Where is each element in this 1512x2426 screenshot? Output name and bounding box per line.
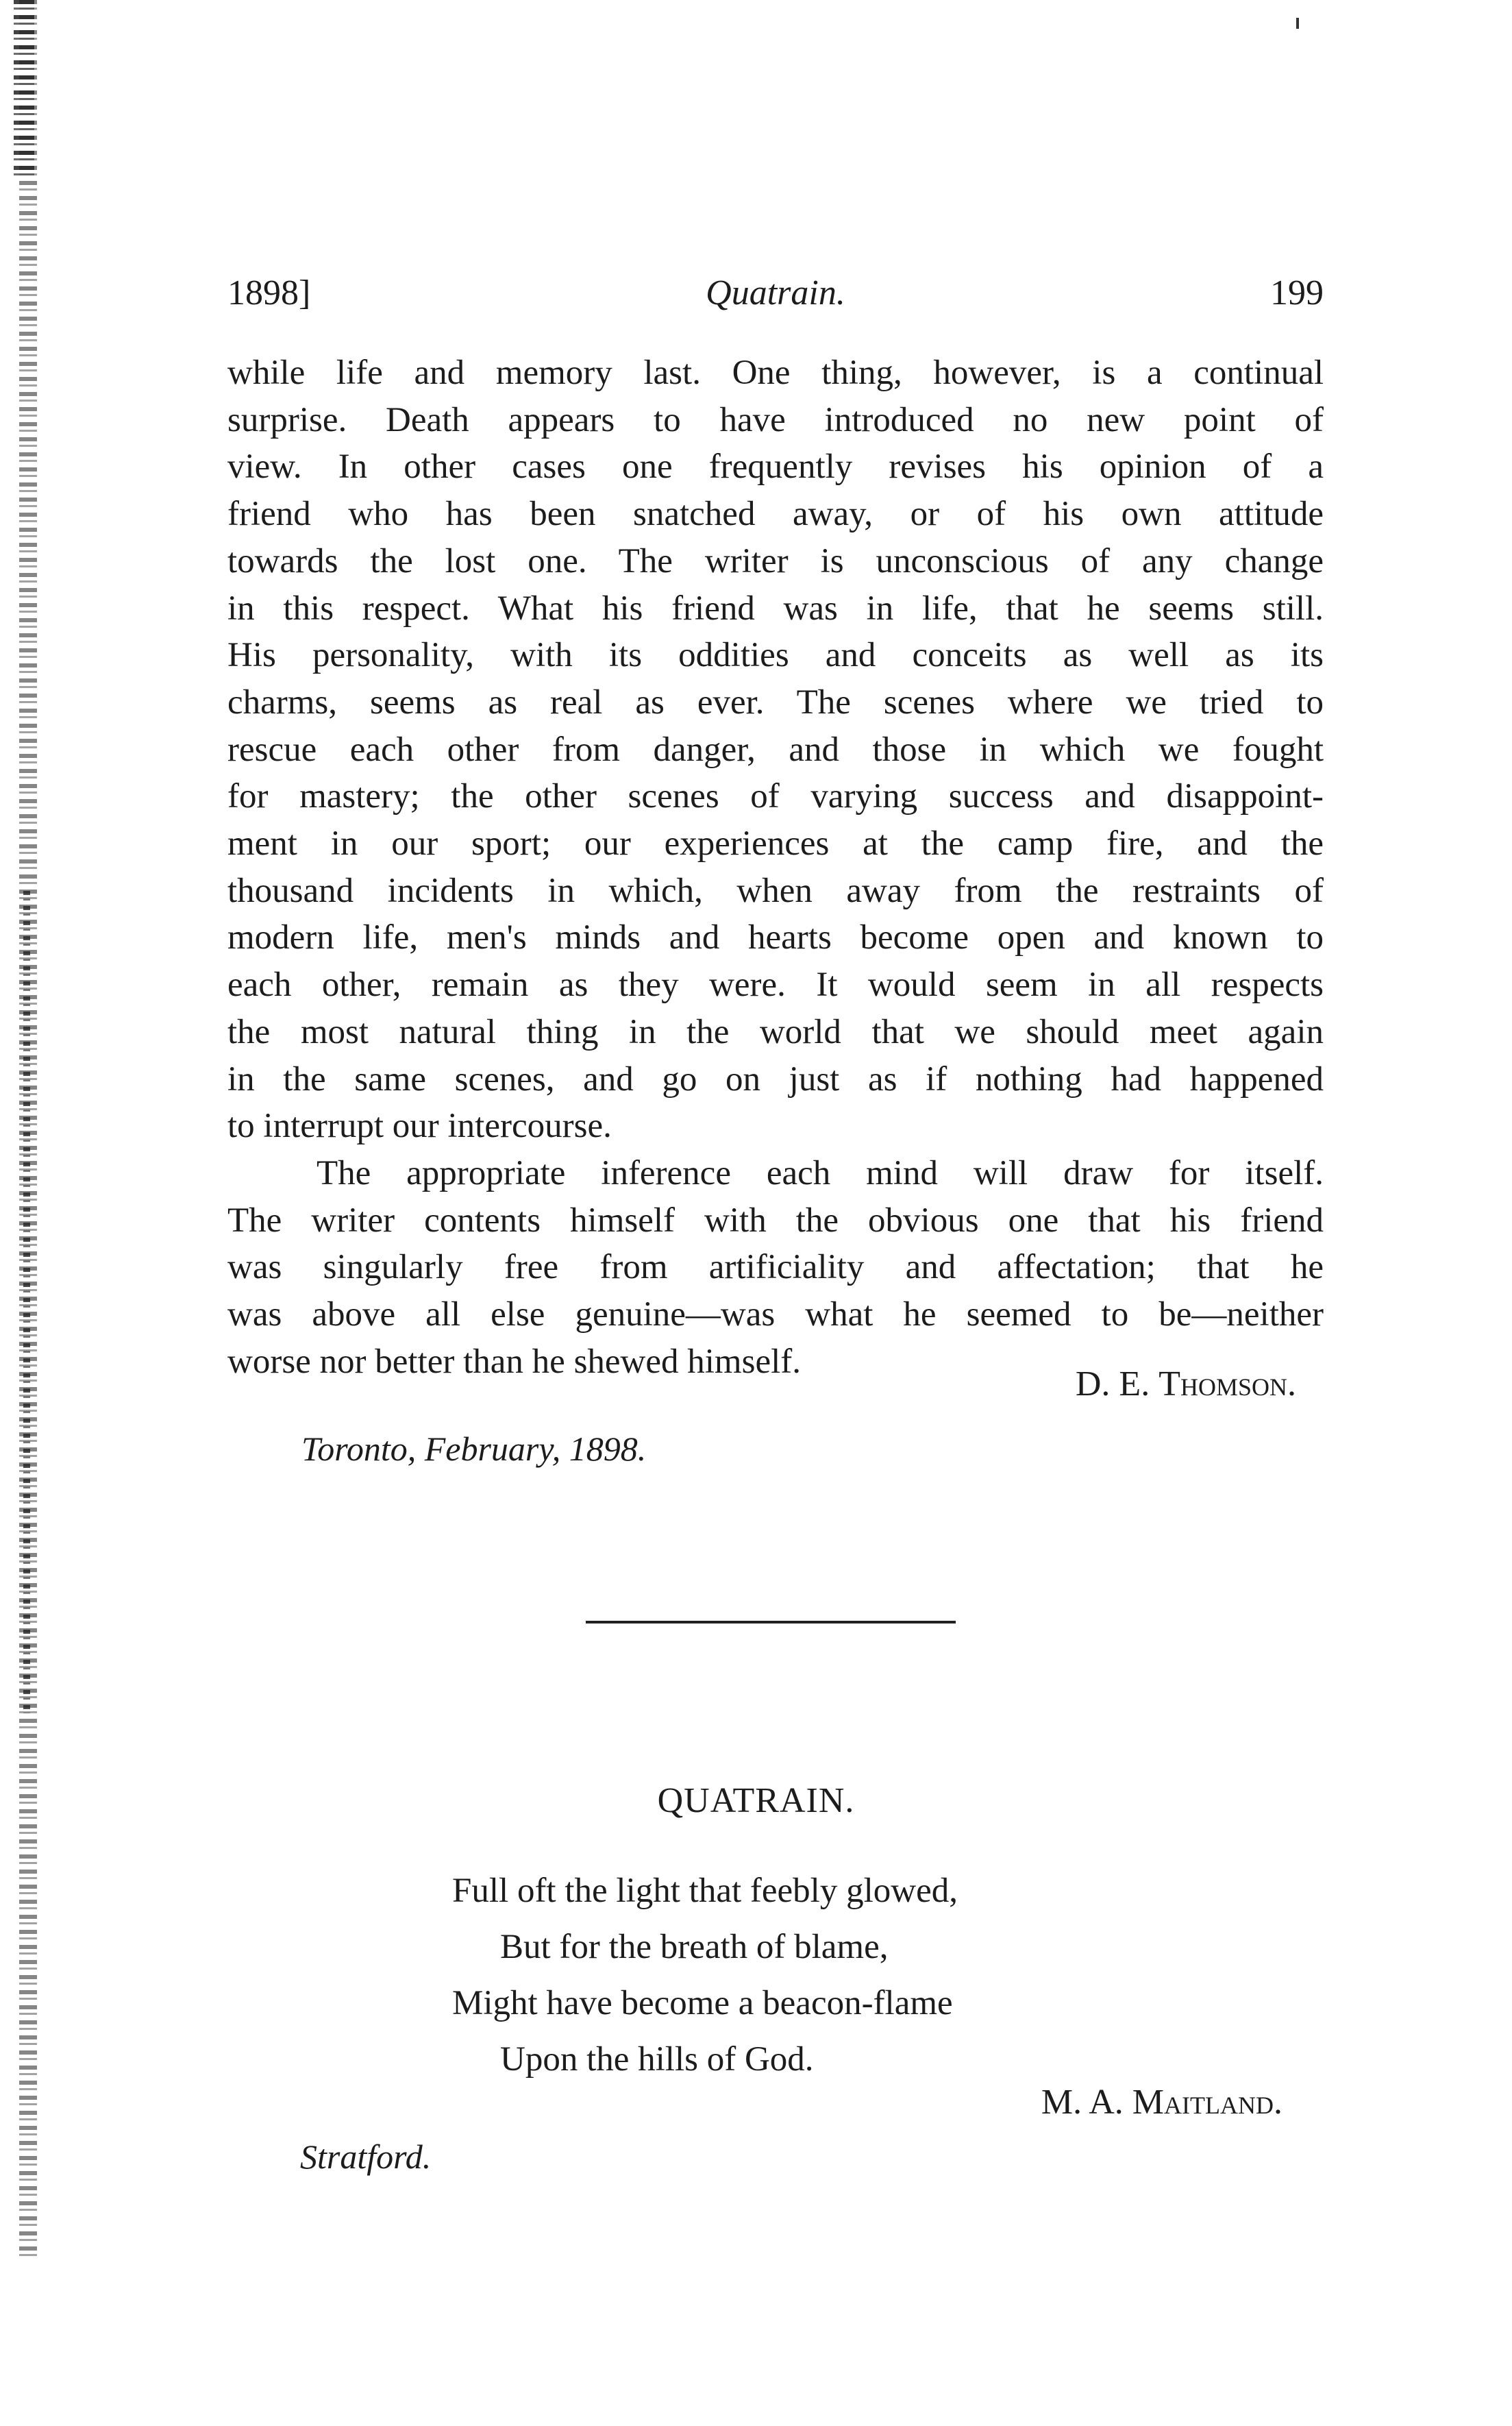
text-line: ment in our sport; our experiences at the camp fire, and the: [227, 824, 1324, 863]
poem-line: But for the breath of blame,: [500, 1928, 889, 1966]
poem-line: Might have become a beacon-flame: [452, 1984, 953, 2022]
text-line: for mastery; the other scenes of varying success and disappoint-: [227, 777, 1324, 816]
text-line: each other, remain as they were. It would seem in all respects: [227, 966, 1324, 1005]
running-head: [227, 273, 1324, 321]
poem-signature-surname: Maitland.: [1132, 2083, 1282, 2122]
running-head-year: 1898]: [227, 273, 311, 313]
text-line: friend who has been snatched away, or of his own attitude: [227, 495, 1324, 534]
text-line: rescue each other from danger, and those in which we fought: [227, 730, 1324, 769]
text-line: towards the lost one. The writer is unconscious of any change: [227, 541, 1324, 580]
running-head-title: Quatrain.: [706, 273, 845, 313]
poem-signature-initials: M. A.: [1041, 2083, 1124, 2122]
text-line: charms, seems as real as ever. The scenes where we tried to: [227, 683, 1324, 722]
poem-place: Stratford.: [300, 2137, 432, 2176]
poem-signature: [1041, 2082, 1282, 2122]
scan-speck: [1296, 18, 1299, 29]
text-line: modern life, men's minds and hearts become open and known to: [227, 918, 1324, 957]
text-line: thousand incidents in which, when away from the restraints of: [227, 871, 1324, 910]
essay-signature-initials: D. E.: [1075, 1364, 1150, 1404]
text-line: in this respect. What his friend was in life, that he seems still.: [227, 589, 1324, 628]
text-line: view. In other cases one frequently revises his opinion of a: [227, 448, 1324, 487]
poem-line: Full oft the light that feebly glowed,: [452, 1872, 958, 1910]
text-line: to interrupt our intercourse.: [227, 1107, 612, 1146]
text-line: surprise. Death appears to have introduced no new point of: [227, 400, 1324, 439]
essay-dateline: Toronto, February, 1898.: [301, 1430, 647, 1468]
text-line: His personality, with its oddities and conceits as well as its: [227, 636, 1324, 675]
essay-signature-surname: Thomson.: [1158, 1364, 1296, 1404]
text-line: The writer contents himself with the obvious one that his friend: [227, 1201, 1324, 1240]
binding-edge-dark: [23, 891, 30, 1713]
text-line: worse nor better than he shewed himself.: [227, 1342, 801, 1381]
poem-stanza: [452, 1863, 958, 2087]
text-line: in the same scenes, and go on just as if nothing had happened: [227, 1059, 1324, 1099]
poem-title: QUATRAIN.: [657, 1781, 855, 1820]
text-line: was above all else genuine—was what he seemed to be—neither: [227, 1295, 1324, 1334]
essay-signature: [1076, 1364, 1296, 1404]
text-line: while life and memory last. One thing, however, is a continual: [227, 354, 1324, 392]
text-line: was singularly free from artificiality and affectation; that he: [227, 1248, 1324, 1287]
section-divider: [586, 1621, 956, 1624]
poem-line: Upon the hills of God.: [500, 2040, 814, 2079]
essay-text: [227, 350, 1324, 1385]
page-number: 199: [1270, 273, 1324, 313]
text-line: The appropriate inference each mind will draw for itself.: [317, 1153, 1324, 1192]
text-line: the most natural thing in the world that we should meet again: [227, 1012, 1324, 1051]
